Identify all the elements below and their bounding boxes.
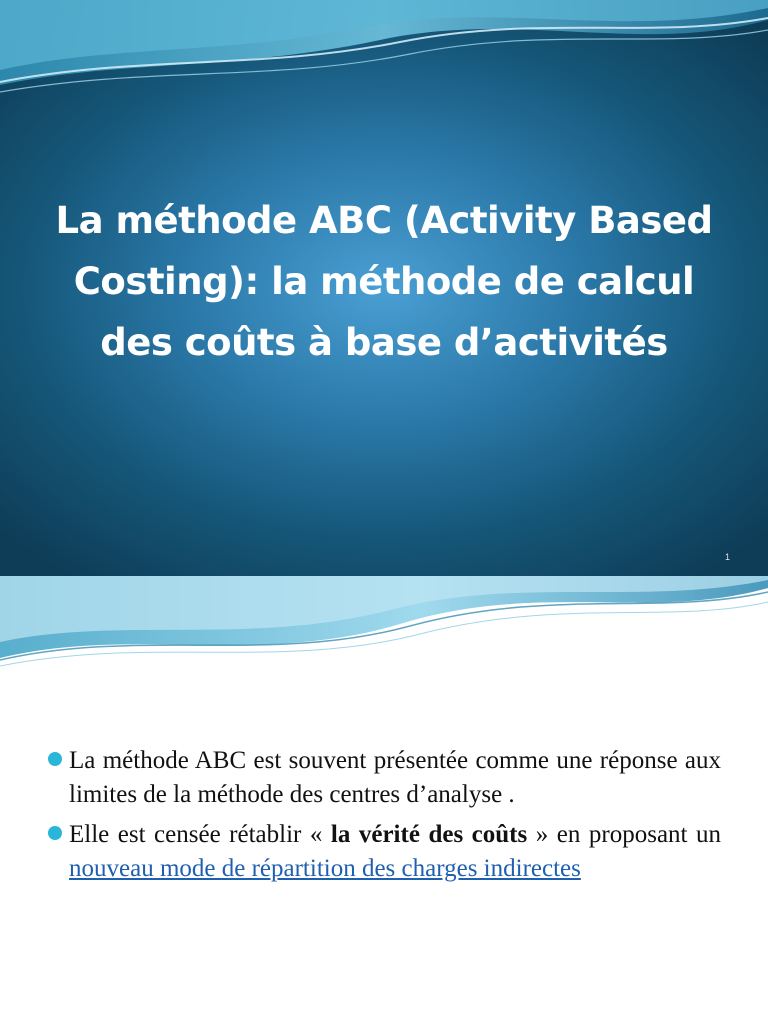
bullet-icon (48, 826, 62, 840)
bullet-text-1: La méthode ABC est souvent présentée comme une réponse aux limites de la méthode des centres d’analyse . (69, 747, 721, 808)
repartition-link[interactable]: nouveau mode de répartition des charges indirectes (69, 855, 581, 882)
page-number: 1 (724, 552, 730, 562)
bullet-text-2-prefix: Elle est censée rétablir « (69, 821, 331, 848)
content-slide (0, 576, 768, 1024)
bullet-list (48, 744, 721, 892)
bullet-text-2-bold: la vérité des coûts (330, 821, 528, 848)
title-line-1: La méthode ABC (Activity Based (55, 199, 713, 242)
bullet-text-2-middle: » en proposant un (527, 821, 721, 848)
slide-title (40, 190, 728, 373)
title-line-3: des coûts à base d’activités (100, 321, 668, 364)
title-line-2: Costing): la méthode de calcul (73, 260, 695, 303)
bullet-item-1 (48, 744, 721, 812)
bullet-icon (48, 752, 62, 766)
wave-decoration-2 (0, 576, 768, 676)
wave-decoration (0, 0, 768, 110)
bullet-item-2 (48, 818, 721, 886)
